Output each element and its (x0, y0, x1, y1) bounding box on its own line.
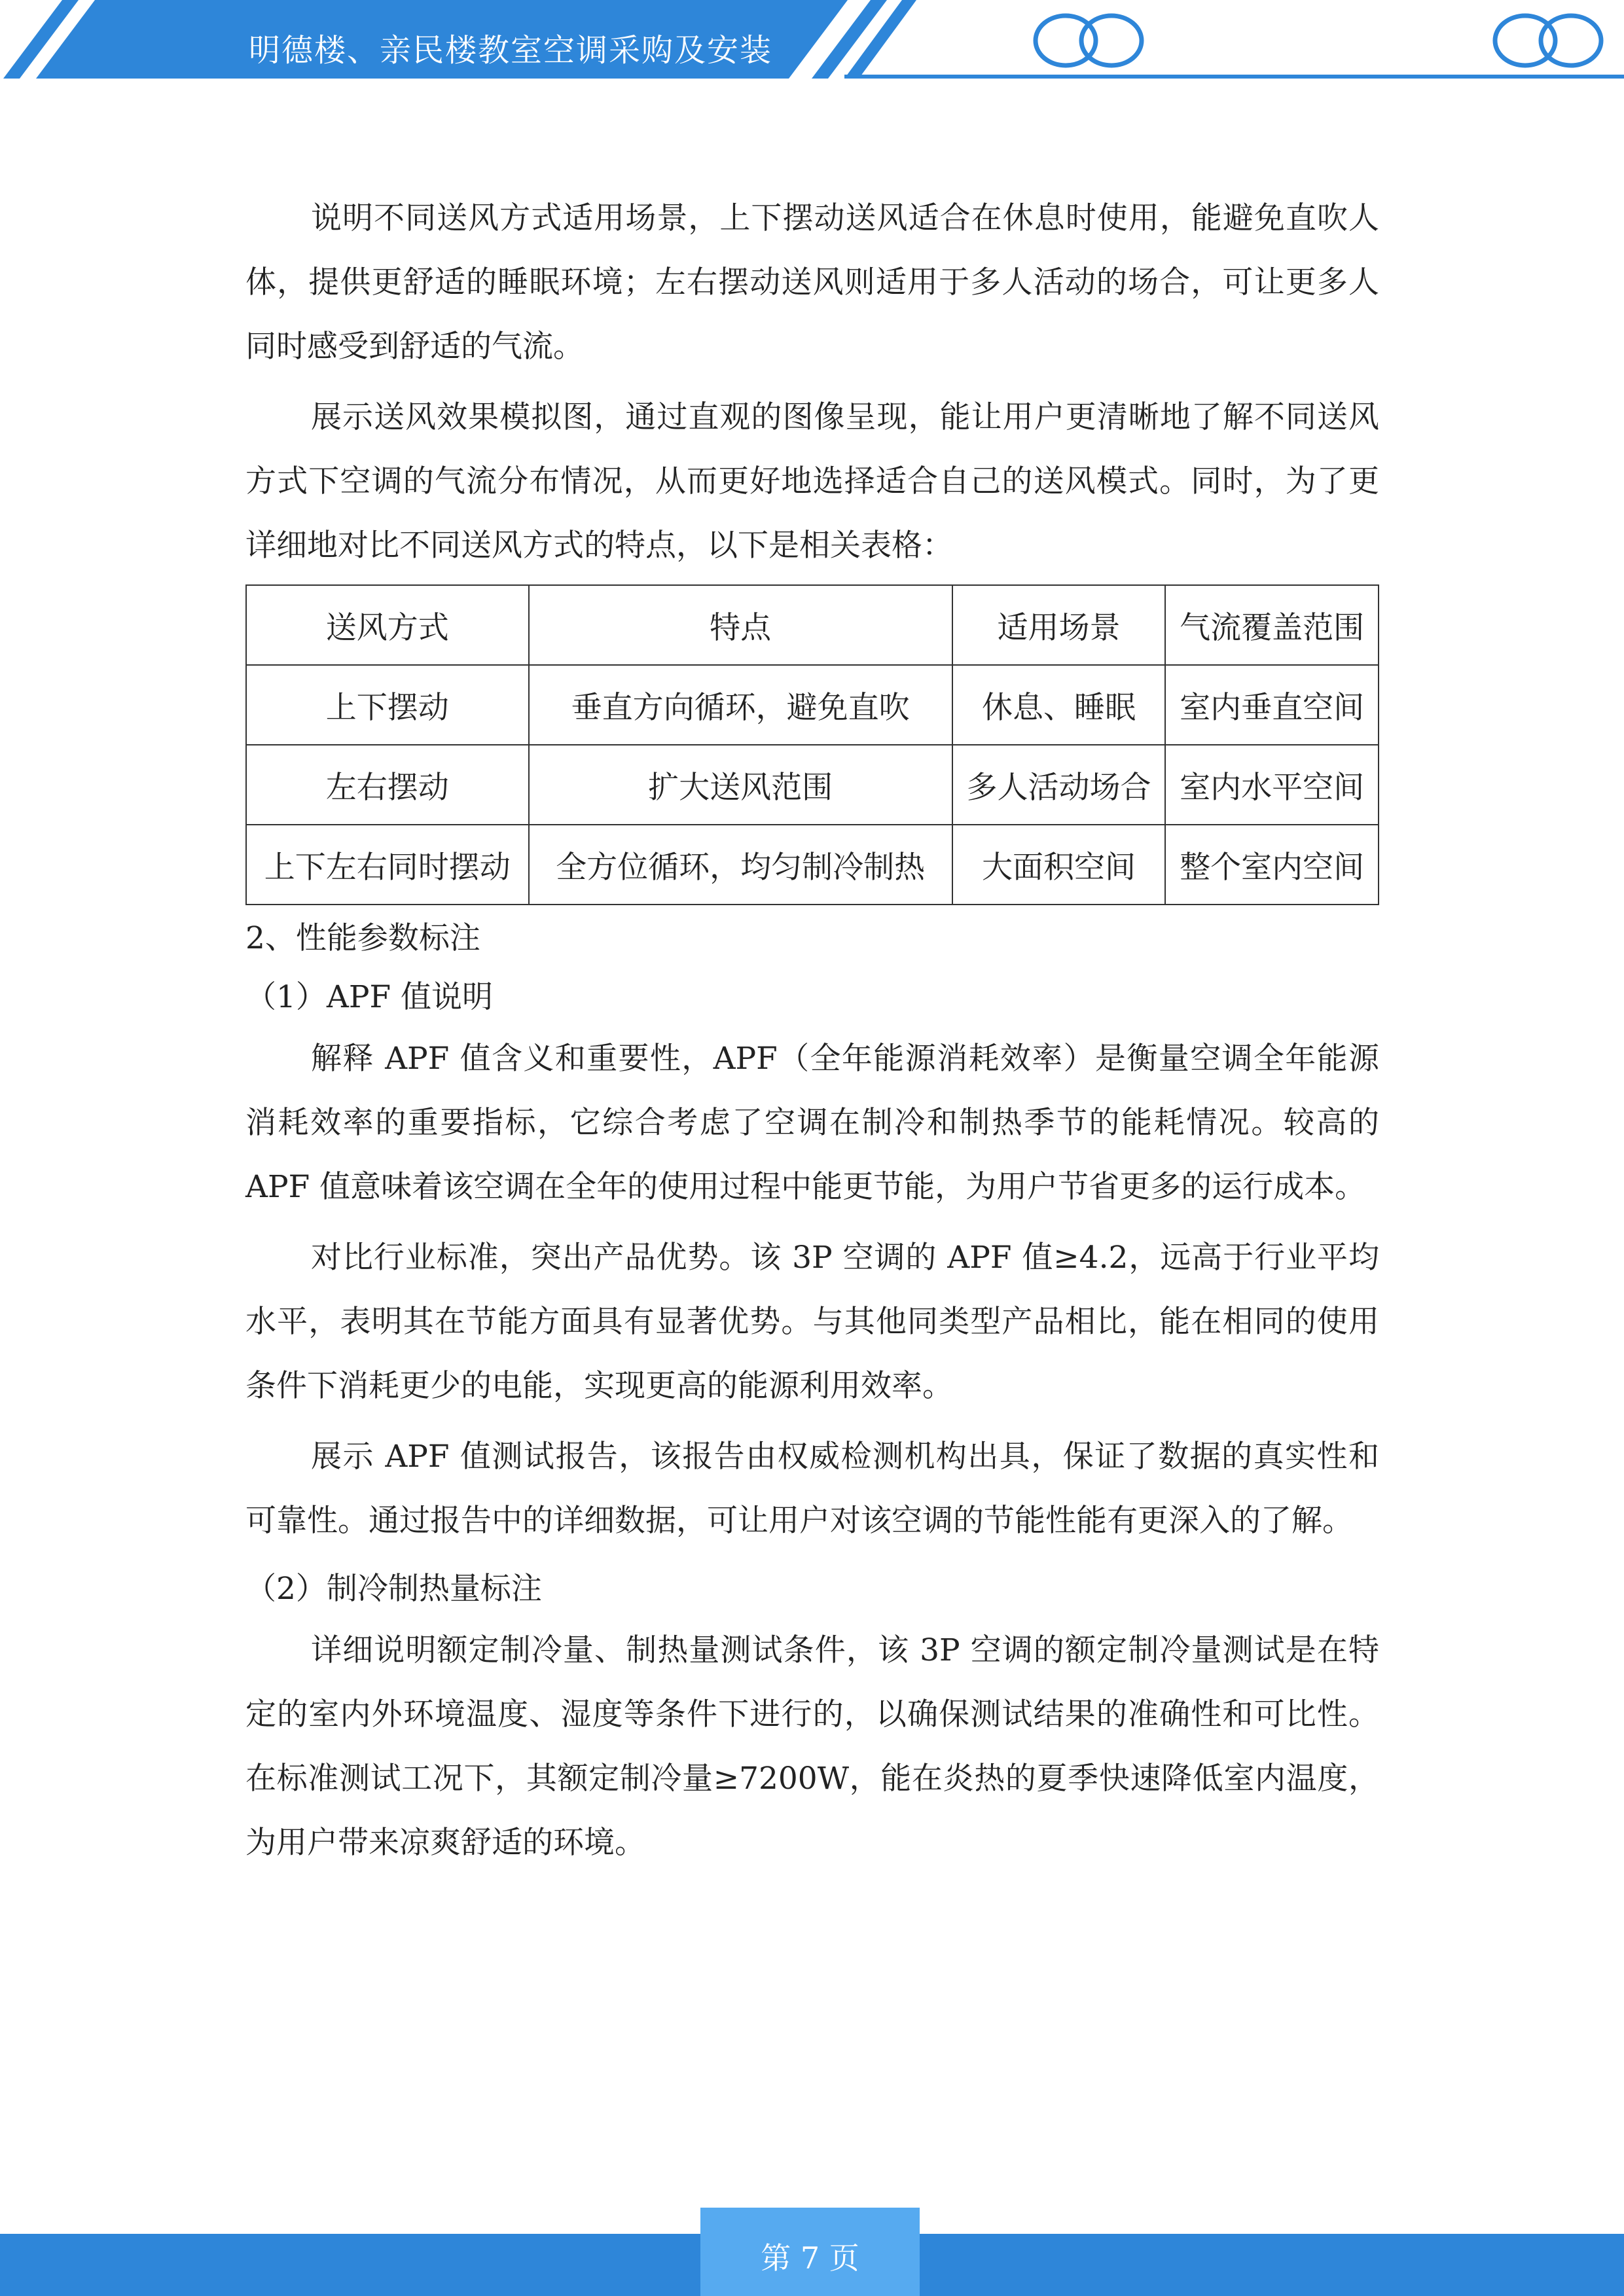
table-header-cell: 送风方式 (246, 585, 529, 665)
paragraph-apf-definition: 解释 APF 值含义和重要性，APF（全年能源消耗效率）是衡量空调全年能源消耗效率的重要指标，它综合考虑了空调在制冷和制热季节的能耗情况。较高的 APF 值意味着该空调在全年的使用过程中能更节能，为用户节省更多的运行成本。 (245, 1041, 1379, 1205)
table-cell: 大面积空间 (952, 825, 1166, 905)
table-cell: 整个室内空间 (1165, 825, 1379, 905)
table-cell: 室内水平空间 (1165, 745, 1379, 825)
table-cell: 室内垂直空间 (1165, 665, 1379, 745)
table-cell: 上下摆动 (246, 665, 529, 745)
paragraph-airflow-simulation: 展示送风效果模拟图，通过直观的图像呈现，能让用户更清晰地了解不同送风方式下空调的气流分布情况，从而更好地选择适合自己的送风模式。同时，为了更详细地对比不同送风方式的特点，以下是相关表格： (245, 399, 1379, 564)
table-header-cell: 适用场景 (952, 585, 1166, 665)
header-rule (844, 75, 1624, 79)
table-cell: 全方位循环，均匀制冷制热 (529, 825, 952, 905)
table-row (246, 825, 1379, 905)
header-title: 明德楼、亲民楼教室空调采购及安装 (249, 32, 773, 69)
subsection-heading-apf: （1）APF 值说明 (245, 979, 494, 1015)
table-header-row (246, 585, 1379, 665)
table-cell: 垂直方向循环，避免直吹 (529, 665, 952, 745)
page-header-banner (0, 0, 1624, 92)
table-row (246, 665, 1379, 745)
subsection-heading-capacity: （2）制冷制热量标注 (245, 1571, 542, 1607)
table-row (246, 745, 1379, 825)
document-body (245, 187, 1379, 1882)
table-cell: 左右摆动 (246, 745, 529, 825)
table-cell: 休息、睡眠 (952, 665, 1166, 745)
table-header-cell: 特点 (529, 585, 952, 665)
section-heading-performance: 2、性能参数标注 (245, 920, 480, 956)
table-cell: 多人活动场合 (952, 745, 1166, 825)
table-header-cell: 气流覆盖范围 (1165, 585, 1379, 665)
double-ring-logo-icon (1036, 16, 1142, 65)
page-number: 第 7 页 (761, 2240, 859, 2276)
paragraph-apf-report: 展示 APF 值测试报告，该报告由权威检测机构出具，保证了数据的真实性和可靠性。通过报告中的详细数据，可让用户对该空调的节能性能有更深入的了解。 (245, 1439, 1379, 1539)
paragraph-apf-advantage: 对比行业标准，突出产品优势。该 3P 空调的 APF 值≥4.2，远高于行业平均水平，表明其在节能方面具有显著优势。与其他同类型产品相比，能在相同的使用条件下消耗更少的电能，实现更高的能源利用效率。 (245, 1240, 1379, 1404)
airflow-comparison-table (245, 584, 1379, 905)
paragraph-airflow-scenarios: 说明不同送风方式适用场景，上下摆动送风适合在休息时使用，能避免直吹人体，提供更舒适的睡眠环境；左右摆动送风则适用于多人活动的场合，可让更多人同时感受到舒适的气流。 (245, 200, 1379, 365)
table-cell: 上下左右同时摆动 (246, 825, 529, 905)
table-cell: 扩大送风范围 (529, 745, 952, 825)
paragraph-cooling-capacity: 详细说明额定制冷量、制热量测试条件，该 3P 空调的额定制冷量测试是在特定的室内外环境温度、湿度等条件下进行的，以确保测试结果的准确性和可比性。在标准测试工况下，其额定制冷量≥7200W，能在炎热的夏季快速降低室内温度，为用户带来凉爽舒适的环境。 (245, 1632, 1379, 1861)
double-ring-logo-icon-right (1495, 16, 1601, 65)
